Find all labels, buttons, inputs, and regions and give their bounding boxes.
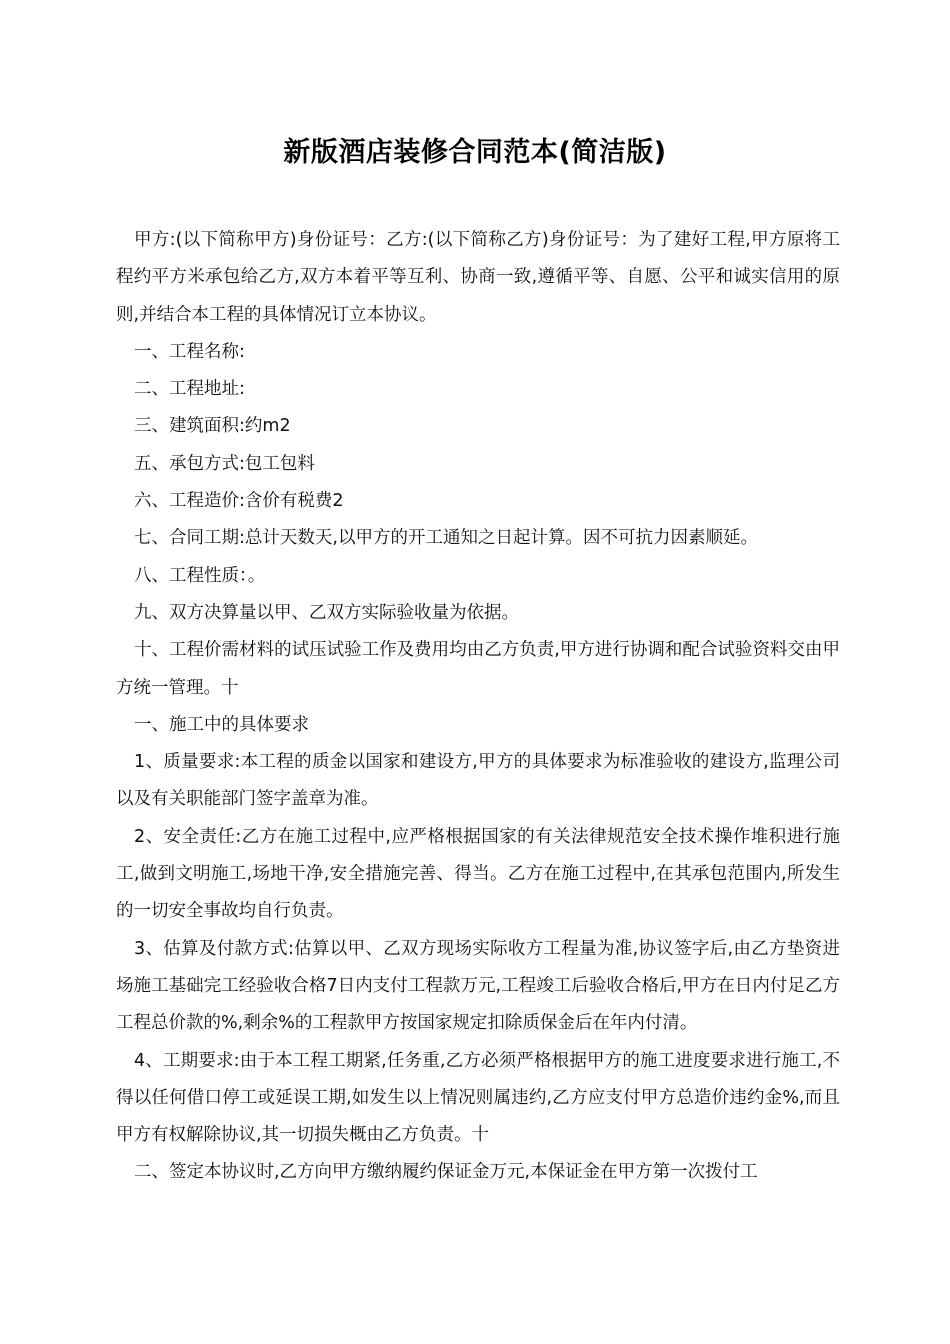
clause-contract-period: 七、合同工期:总计天数天,以甲方的开工通知之日起计算。因不可抗力因素顺延。 [134,528,758,549]
section-construction-requirements: 一、施工中的具体要求 [134,714,309,735]
intro-paragraph: 甲方:(以下简称甲方)身份证号：乙方:(以下简称乙方)身份证号：为了建好工程,甲方原将工程约平方米承包给乙方,双方本着平等互利、协商一致,遵循平等、自愿、公平和诚实信用的原则,并结合本工程的具体情况订立本协议。 [116,230,840,325]
clause-project-cost: 六、工程造价:含价有税费2 [134,491,344,512]
requirement-quality: 1、质量要求:本工程的质金以国家和建设方,甲方的具体要求为标准验收的建设方,监理公司以及有关职能部门签字盖章为准。 [116,752,840,810]
requirement-schedule: 4、工期要求:由于本工程工期紧,任务重,乙方必须严格根据甲方的施工进度要求进行施工,不得以任何借口停工或延误工期,如发生以上情况则属违约,乙方应支付甲方总造价违约金%,而且甲方有权解除协议,其一切损失概由乙方负责。十 [116,1050,840,1146]
clause-project-address: 二、工程地址: [134,379,245,400]
clause-building-area: 三、建筑面积:约m2 [134,416,291,437]
document-title: 新版酒店装修合同范本(简洁版) [283,137,667,168]
requirement-safety: 2、安全责任:乙方在施工过程中,应严格根据国家的有关法律规范安全技术操作堆积进行施工,做到文明施工,场地干净,安全措施完善、得当。乙方在施工过程中,在其承包范围内,所发生的一切安全事故均自行负责。 [116,826,840,922]
clause-project-name: 一、工程名称: [134,341,245,362]
clause-project-nature: 八、工程性质：。 [134,565,266,586]
clause-contract-method: 五、承包方式:包工包料 [134,453,315,474]
clause-material-testing: 十、工程价需材料的试压试验工作及费用均由乙方负责,甲方进行协调和配合试验资料交由甲方统一管理。十 [116,640,840,698]
clause-final-accounts: 九、双方决算量以甲、乙双方实际验收量为依据。 [134,602,519,623]
requirement-payment: 3、估算及付款方式:估算以甲、乙双方现场实际收方工程量为准,协议签字后,由乙方垫资进场施工基础完工经验收合格7日内支付工程款万元,工程竣工后验收合格后,甲方在日内付足乙方工程总价款的%,剩余%的工程款甲方按国家规定扣除质保金后在年内付清。 [116,938,840,1034]
clause-performance-bond: 二、签定本协议时,乙方向甲方缴纳履约保证金万元,本保证金在甲方第一次拨付工 [134,1162,758,1183]
document-body [116,222,840,1192]
